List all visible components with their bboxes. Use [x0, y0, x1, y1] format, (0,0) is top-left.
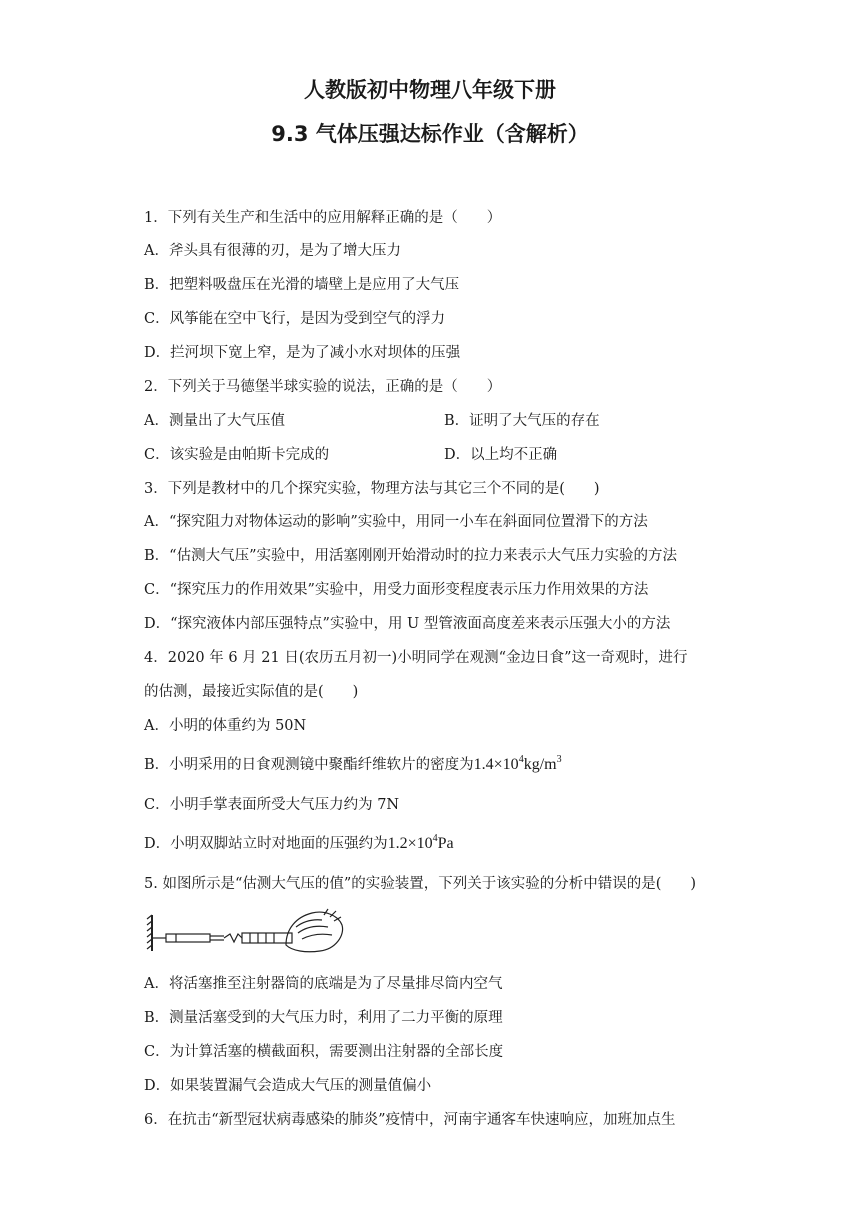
pressure-value: $1.2\times 10^4Pa$ [387, 833, 454, 852]
question-1-option-c: C．风筝能在空中飞行，是因为受到空气的浮力 [144, 311, 446, 327]
question-3-option-d: D．“探究液体内部压强特点”实验中，用 U 型管液面高度差来表示压强大小的方法 [144, 616, 671, 632]
question-3-option-c: C．“探究压力的作用效果”实验中，用受力面形变程度表示压力作用效果的方法 [144, 582, 649, 598]
question-1-stem: 1．下列有关生产和生活中的应用解释正确的是（ ） [144, 210, 502, 226]
question-4-option-d [144, 834, 454, 854]
document-subtitle: 9.3 气体压强达标作业（含解析） [271, 122, 589, 146]
question-5-option-a: A．将活塞推至注射器筒的底端是为了尽量排尽筒内空气 [144, 976, 503, 992]
question-5-option-d: D．如果装置漏气会造成大气压的测量值偏小 [144, 1078, 432, 1094]
question-4-stem-line-2: 的估测，最接近实际值的是( ) [144, 684, 359, 700]
question-2-stem: 2．下列关于马德堡半球实验的说法，正确的是（ ） [144, 379, 502, 395]
question-3-stem: 3．下列是教材中的几个探究实验，物理方法与其它三个不同的是( ) [144, 481, 600, 497]
question-5-option-c: C．为计算活塞的横截面积，需要测出注射器的全部长度 [144, 1044, 504, 1060]
density-value: $1.4\times 10^4kg/m^3$ [473, 754, 562, 773]
question-6-stem: 6．在抗击“新型冠状病毒感染的肺炎”疫情中，河南宇通客车快速响应，加班加点生 [144, 1112, 676, 1128]
question-4-option-a: A．小明的体重约为 50N [144, 718, 307, 734]
document-title: 人教版初中物理八年级下册 [304, 78, 556, 102]
question-1-option-b: B．把塑料吸盘压在光滑的墙壁上是应用了大气压 [144, 277, 460, 293]
question-2-option-a: A．测量出了大气压值 [144, 413, 285, 429]
question-1-option-d: D．拦河坝下宽上窄，是为了减小水对坝体的压强 [144, 345, 461, 361]
question-4-option-c: C．小明手掌表面所受大气压力约为 7N [144, 797, 400, 813]
question-1-option-a: A．斧头具有很薄的刃，是为了增大压力 [144, 243, 401, 259]
syringe-apparatus-figure [146, 905, 346, 955]
question-2-option-c: C．该实验是由帕斯卡完成的 [144, 447, 330, 463]
question-2-option-d: D．以上均不正确 [444, 447, 558, 463]
question-4-stem-line-1: 4．2020 年 6 月 21 日(农历五月初一)小明同学在观测“金边日食”这一奇观时，进行 [144, 650, 688, 666]
question-4-option-b [144, 755, 562, 775]
question-2-option-b: B．证明了大气压的存在 [444, 413, 600, 429]
question-3-option-b: B．“估测大气压”实验中，用活塞刚刚开始滑动时的拉力来表示大气压力实验的方法 [144, 548, 677, 564]
question-3-option-a: A．“探究阻力对物体运动的影响”实验中，用同一小车在斜面同位置滑下的方法 [144, 514, 648, 530]
question-4-option-b-text: B．小明采用的日食观测镜中聚酯纤维软片的密度为 [144, 757, 474, 773]
question-5-stem: 5. 如图所示是“估测大气压的值”的实验装置，下列关于该实验的分析中错误的是( ) [144, 876, 697, 892]
question-5-option-b: B．测量活塞受到的大气压力时，利用了二力平衡的原理 [144, 1010, 503, 1026]
question-4-option-d-text: D．小明双脚站立时对地面的压强约为 [144, 836, 388, 852]
